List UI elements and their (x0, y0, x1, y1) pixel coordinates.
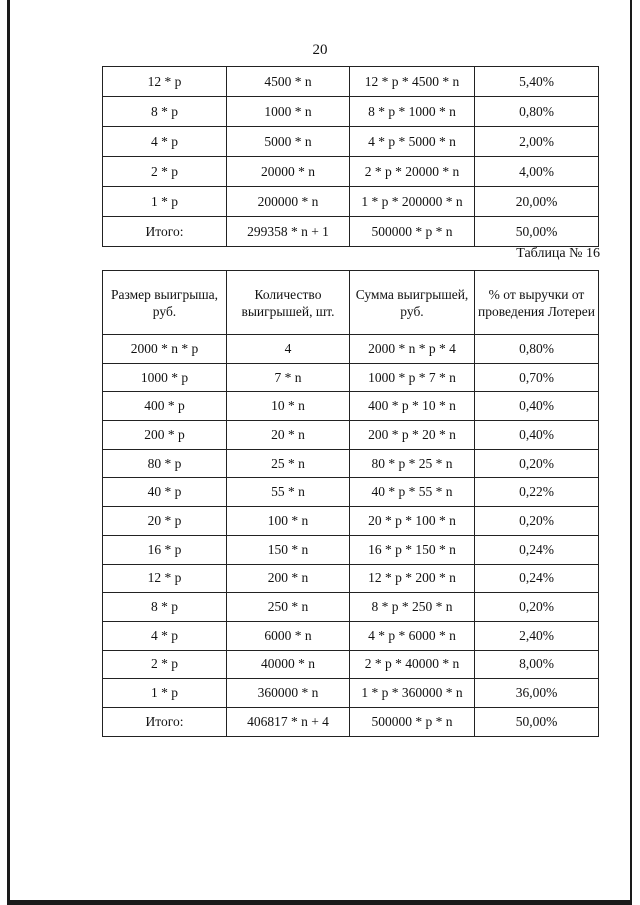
cell-revenue-percent: 0,40% (475, 421, 599, 450)
header-revenue-percent: % от выручки от проведения Лотереи (475, 271, 599, 335)
table-row (103, 621, 599, 650)
table-row (103, 593, 599, 622)
table-row (103, 392, 599, 421)
header-prize-amount: Размер выигрыша, руб. (103, 271, 227, 335)
cell-prize-count: 200000 * n (227, 187, 350, 217)
cell-prize-amount: 16 * p (103, 535, 227, 564)
cell-revenue-percent: 20,00% (475, 187, 599, 217)
table-row (103, 97, 599, 127)
cell-revenue-percent: 0,70% (475, 363, 599, 392)
prize-table-16 (102, 270, 599, 737)
cell-prize-count: 250 * n (227, 593, 350, 622)
cell-prize-sum: 4 * p * 6000 * n (350, 621, 475, 650)
cell-revenue-percent: 0,20% (475, 593, 599, 622)
cell-prize-count: 1000 * n (227, 97, 350, 127)
cell-prize-amount: 1 * p (103, 679, 227, 708)
cell-prize-count: 55 * n (227, 478, 350, 507)
cell-prize-sum: 4 * p * 5000 * n (350, 127, 475, 157)
cell-prize-sum: 1 * p * 360000 * n (350, 679, 475, 708)
table-row (103, 507, 599, 536)
cell-prize-sum: 20 * p * 100 * n (350, 507, 475, 536)
cell-prize-count: 40000 * n (227, 650, 350, 679)
cell-prize-amount: Итого: (103, 217, 227, 247)
table-row (103, 478, 599, 507)
cell-revenue-percent: 0,40% (475, 392, 599, 421)
cell-prize-sum: 2 * p * 20000 * n (350, 157, 475, 187)
table-row (103, 127, 599, 157)
cell-prize-count: 5000 * n (227, 127, 350, 157)
table-row (103, 535, 599, 564)
cell-prize-count: 299358 * n + 1 (227, 217, 350, 247)
cell-prize-sum: 40 * p * 55 * n (350, 478, 475, 507)
cell-prize-amount: 4 * p (103, 127, 227, 157)
scan-bottom-border (7, 900, 630, 905)
table-row (103, 449, 599, 478)
cell-prize-amount: 1000 * p (103, 363, 227, 392)
cell-prize-count: 25 * n (227, 449, 350, 478)
table-row (103, 564, 599, 593)
cell-prize-amount: 8 * p (103, 593, 227, 622)
cell-revenue-percent: 2,00% (475, 127, 599, 157)
cell-revenue-percent: 0,24% (475, 535, 599, 564)
cell-prize-amount: 200 * p (103, 421, 227, 450)
cell-prize-count: 7 * n (227, 363, 350, 392)
cell-prize-amount: 2 * p (103, 650, 227, 679)
table-row (103, 187, 599, 217)
table-row (103, 679, 599, 708)
header-prize-count: Количество выигрышей, шт. (227, 271, 350, 335)
table-row (103, 67, 599, 97)
page-number: 20 (312, 42, 328, 58)
scan-right-border (630, 0, 632, 905)
cell-prize-sum: 16 * p * 150 * n (350, 535, 475, 564)
table-header-row (103, 271, 599, 335)
cell-prize-amount: 2 * p (103, 157, 227, 187)
cell-prize-amount: 80 * p (103, 449, 227, 478)
cell-prize-sum: 8 * p * 250 * n (350, 593, 475, 622)
scan-left-border (7, 0, 10, 903)
cell-prize-count: 406817 * n + 4 (227, 707, 350, 736)
cell-prize-amount: 2000 * n * p (103, 335, 227, 364)
cell-prize-sum: 2 * p * 40000 * n (350, 650, 475, 679)
table-row (103, 650, 599, 679)
cell-revenue-percent: 0,20% (475, 507, 599, 536)
cell-prize-amount: 40 * p (103, 478, 227, 507)
cell-prize-sum: 8 * p * 1000 * n (350, 97, 475, 127)
cell-prize-amount: 12 * p (103, 564, 227, 593)
cell-prize-sum: 1000 * p * 7 * n (350, 363, 475, 392)
cell-prize-count: 10 * n (227, 392, 350, 421)
cell-prize-sum: 200 * p * 20 * n (350, 421, 475, 450)
table-row (103, 421, 599, 450)
prize-table-16-body (103, 335, 599, 737)
cell-prize-count: 200 * n (227, 564, 350, 593)
cell-prize-count: 4 (227, 335, 350, 364)
table-row (103, 217, 599, 247)
cell-revenue-percent: 5,40% (475, 67, 599, 97)
cell-revenue-percent: 36,00% (475, 679, 599, 708)
prize-table-continued (102, 66, 599, 247)
header-prize-sum: Сумма выигрышей, руб. (350, 271, 475, 335)
cell-prize-amount: 1 * p (103, 187, 227, 217)
cell-revenue-percent: 50,00% (475, 707, 599, 736)
cell-revenue-percent: 0,22% (475, 478, 599, 507)
cell-prize-sum: 12 * p * 200 * n (350, 564, 475, 593)
cell-revenue-percent: 50,00% (475, 217, 599, 247)
cell-prize-sum: 2000 * n * p * 4 (350, 335, 475, 364)
cell-prize-sum: 12 * p * 4500 * n (350, 67, 475, 97)
cell-prize-amount: 12 * p (103, 67, 227, 97)
cell-revenue-percent: 0,20% (475, 449, 599, 478)
cell-prize-count: 6000 * n (227, 621, 350, 650)
cell-prize-count: 150 * n (227, 535, 350, 564)
cell-prize-sum: 400 * p * 10 * n (350, 392, 475, 421)
table-row (103, 335, 599, 364)
table-caption: Таблица № 16 (516, 246, 600, 261)
cell-revenue-percent: 8,00% (475, 650, 599, 679)
cell-revenue-percent: 0,80% (475, 97, 599, 127)
cell-prize-count: 4500 * n (227, 67, 350, 97)
cell-revenue-percent: 4,00% (475, 157, 599, 187)
table-row (103, 157, 599, 187)
cell-prize-sum: 500000 * p * n (350, 217, 475, 247)
cell-prize-amount: 20 * p (103, 507, 227, 536)
cell-prize-amount: 4 * p (103, 621, 227, 650)
cell-prize-amount: 8 * p (103, 97, 227, 127)
cell-prize-sum: 80 * p * 25 * n (350, 449, 475, 478)
cell-revenue-percent: 2,40% (475, 621, 599, 650)
table-row (103, 707, 599, 736)
cell-prize-count: 20 * n (227, 421, 350, 450)
cell-revenue-percent: 0,80% (475, 335, 599, 364)
cell-prize-sum: 500000 * p * n (350, 707, 475, 736)
cell-prize-count: 360000 * n (227, 679, 350, 708)
cell-prize-count: 20000 * n (227, 157, 350, 187)
cell-prize-amount: 400 * p (103, 392, 227, 421)
prize-table-continued-body (103, 67, 599, 247)
table-row (103, 363, 599, 392)
cell-prize-amount: Итого: (103, 707, 227, 736)
cell-prize-count: 100 * n (227, 507, 350, 536)
cell-revenue-percent: 0,24% (475, 564, 599, 593)
cell-prize-sum: 1 * p * 200000 * n (350, 187, 475, 217)
